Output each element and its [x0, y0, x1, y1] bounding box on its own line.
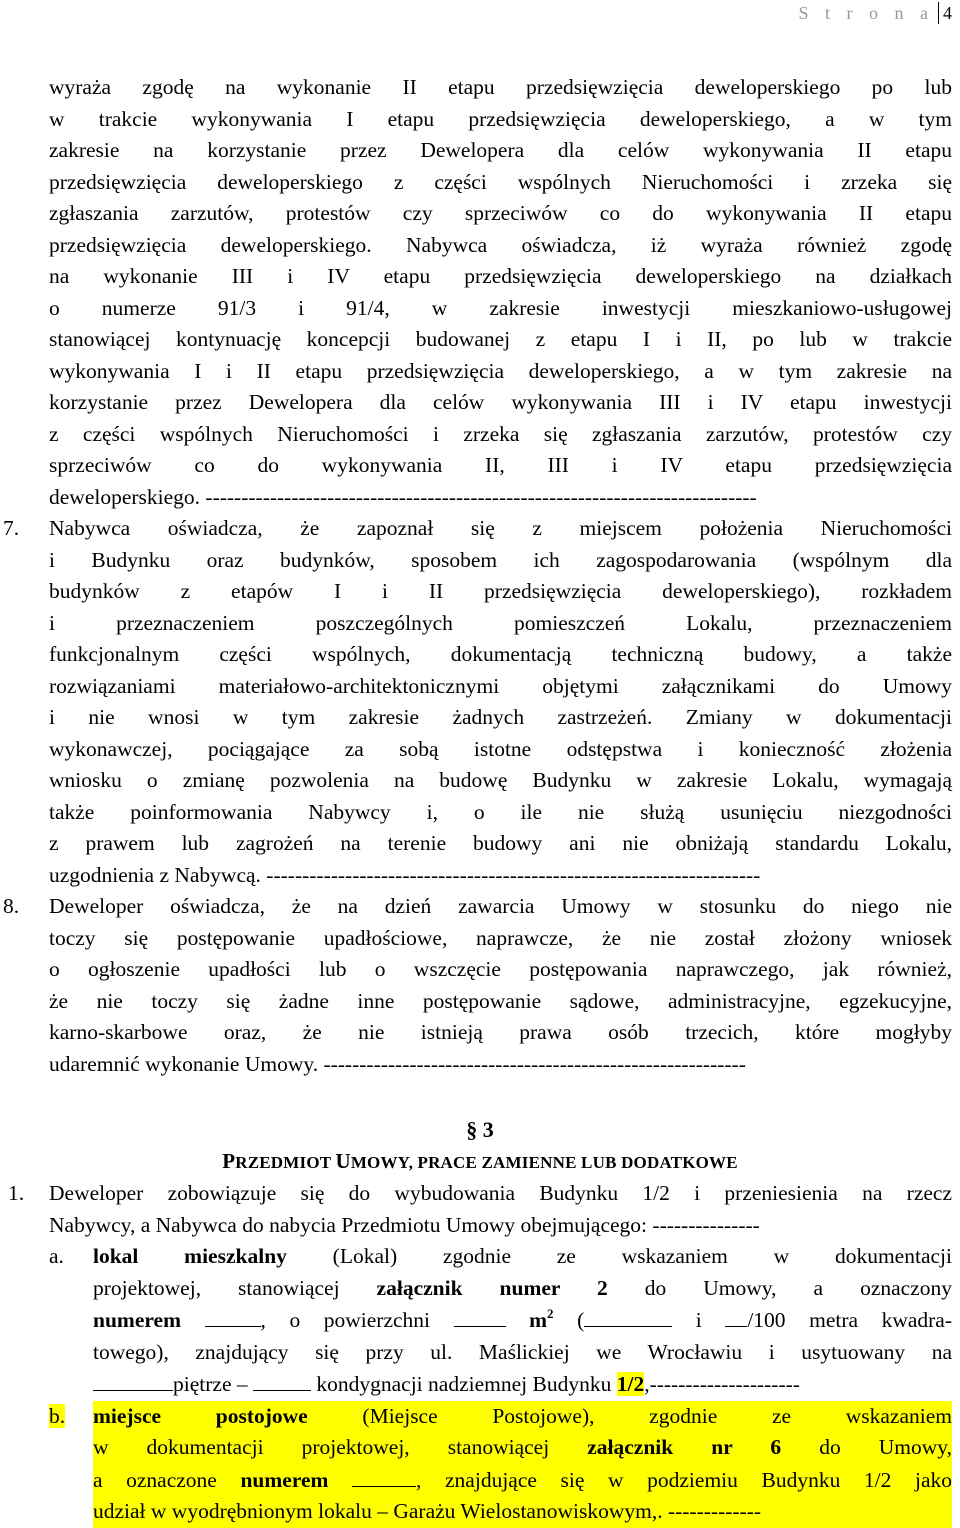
- text-line: wykonywania I i II etapu przedsięwzięcia deweloperskiego, a w tym zakresie na: [49, 358, 952, 383]
- highlighted-letter: b.: [49, 1403, 66, 1428]
- text-line: wyraża zgodę na wykonanie II etapu przedsięwzięcia deweloperskiego po lub: [49, 75, 952, 99]
- text-line: rozwiązaniami materiałowo-architektonicznymi objętymi załącznikami do Umowy: [49, 673, 952, 698]
- sub-item-letter: [49, 1401, 93, 1528]
- text-line: przedsięwzięcia deweloperskiego. Nabywca oświadcza, iż wyraża również zgodę: [49, 232, 952, 257]
- sub-item-a: [49, 1241, 960, 1401]
- text-run: 100 metra kwadra-: [753, 1308, 953, 1332]
- text-line: że nie toczy się żadne inne postępowanie sądowe, administracyjne, egzekucyjne,: [49, 988, 952, 1013]
- text-line: Deweloper zobowiązuje się do wybudowania Budynku 1/2 i przeniesienia na rzecz: [49, 1181, 952, 1205]
- text-line: [93, 1432, 952, 1464]
- text-line: toczy się postępowanie upadłościowe, naprawcze, że nie został złożony wniosek: [49, 925, 952, 950]
- text-line: korzystanie przez Dewelopera dla celów wykonywania III i IV etapu inwestycji: [49, 390, 952, 414]
- intro-paragraph: [49, 72, 952, 513]
- superscript: 2: [547, 1306, 554, 1321]
- text-line: wniosku o zmianę pozwolenia na budowę Budynku w zakresie Lokalu, wymagają: [49, 768, 952, 792]
- text-run: ,---------------------: [644, 1372, 800, 1396]
- item-7: [0, 513, 960, 891]
- text-line: budynków z etapów I i II przedsięwzięcia deweloperskiego), rozkładem: [49, 579, 952, 603]
- blank-field: [253, 1368, 311, 1391]
- bold-text: załącznik numer 2: [376, 1275, 608, 1300]
- text-line: stanowiącej kontynuację koncepcji budowanej z etapu I i II, po lub w trakcie: [49, 327, 952, 351]
- text-run: do Umowy, a oznaczony: [607, 1275, 952, 1300]
- page-header: [799, 0, 953, 26]
- text-run: i: [672, 1308, 726, 1332]
- text-line: o ogłoszenie upadłości lub o wszczęcie postępowania naprawczego, jak również,: [49, 957, 952, 981]
- text-run: a oznaczone: [93, 1467, 241, 1492]
- text-run: kondygnacji nadziemnej Budynku: [311, 1372, 617, 1396]
- text-run: do Umowy,: [781, 1435, 952, 1459]
- text-line: także poinformowania Nabywcy i, o ile nie służą usunięciu niezgodności: [49, 799, 952, 824]
- text-line: o numerze 91/3 i 91/4, w zakresie inwestycji mieszkaniowo-usługowej: [49, 295, 952, 320]
- text-line: funkcjonalnym części wspólnych, dokumentacją techniczną budowy, a także: [49, 642, 952, 666]
- page-number: 4: [943, 2, 952, 23]
- text-line: na wykonanie III i IV etapu przedsięwzięcia deweloperskiego na działkach: [49, 264, 952, 288]
- sub-item-letter: a.: [49, 1244, 64, 1268]
- document-body: [0, 72, 960, 1528]
- text-line: sprzeciwów co do wykonywania II, III i IV etapu przedsięwzięcia: [49, 453, 952, 477]
- text-line: Nabywca oświadcza, że zapoznał się z miejscem położenia Nieruchomości: [49, 516, 952, 540]
- text-line: i przeznaczeniem poszczególnych pomieszczeń Lokalu, przeznaczeniem: [49, 610, 952, 635]
- item-text: [49, 1178, 952, 1241]
- section-title-part: U: [335, 1148, 351, 1173]
- text-line: udział w wyodrębnionym lokalu – Garażu Wielostanowiskowym,. -------------: [93, 1499, 762, 1523]
- text-run: (: [577, 1308, 585, 1332]
- page-separator: [938, 2, 939, 24]
- text-line: [93, 1464, 952, 1497]
- text-line: [93, 1368, 952, 1401]
- section-title-part: P: [222, 1148, 236, 1173]
- section-number: § 3: [466, 1117, 494, 1142]
- text-line: deweloperskiego. -----------------------------------------------------------------------------: [49, 484, 757, 509]
- text-run: , znajdujące się w podziemiu Budynku 1/2 jako: [416, 1467, 953, 1492]
- text-line: z prawem lub zagrożeń na terenie budowy ani nie obniżają standardu Lokalu,: [49, 831, 952, 855]
- text-line: zgłaszania zarzutów, protestów czy sprzeciwów co do wykonywania II etapu: [49, 201, 952, 225]
- text-line: [93, 1241, 952, 1273]
- item-8: [0, 891, 960, 1080]
- text-run: (Miejsce Postojowe), zgodnie ze wskazaniem: [307, 1403, 952, 1428]
- item-text: [49, 891, 952, 1080]
- text-line: [93, 1273, 952, 1305]
- text-line: wykonawczej, pociągające za sobą istotne odstępstwa i konieczność złożenia: [49, 736, 952, 761]
- text-line: i Budynku oraz budynków, sposobem ich zagospodarowania (wspólnym dla: [49, 547, 952, 572]
- sub-item-b: [49, 1401, 960, 1528]
- blank-field: [352, 1464, 416, 1487]
- item-number: 1.: [8, 1181, 25, 1205]
- section-title: [0, 1146, 960, 1179]
- bold-text: załącznik nr 6: [587, 1435, 782, 1459]
- text-run: w dokumentacji projektowej, stanowiącej: [93, 1435, 588, 1459]
- blank-field: [725, 1304, 747, 1327]
- text-run: piętrze –: [173, 1372, 253, 1396]
- blank-field: [93, 1368, 173, 1391]
- blank-field: [584, 1304, 672, 1327]
- highlighted-bold-text: 1/2: [616, 1372, 645, 1396]
- sub-item-text-highlighted: [93, 1401, 952, 1528]
- bold-text: m: [529, 1308, 548, 1332]
- text-line: [93, 1401, 952, 1433]
- bold-text: numerem: [93, 1308, 181, 1332]
- section-title-part: MOWY, PRACE ZAMIENNE LUB DODATKOWE: [350, 1152, 738, 1172]
- text-line: zakresie na korzystanie przez Dewelopera dla celów wykonywania II etapu: [49, 138, 952, 162]
- text-line: Nabywcy, a Nabywca do nabycia Przedmiotu Umowy obejmującego: ---------------: [49, 1212, 760, 1237]
- text-run: /: [747, 1308, 754, 1332]
- blank-field: [205, 1304, 261, 1327]
- text-line: uzgodnienia z Nabywcą. ---------------------------------------------------------------------: [49, 862, 761, 887]
- text-line: karno-skarbowe oraz, że nie istnieją prawa osób trzecich, które mogłyby: [49, 1020, 952, 1044]
- text-line: w trakcie wykonywania I etapu przedsięwzięcia deweloperskiego, a w tym: [49, 106, 952, 131]
- text-run: projektowej, stanowiącej: [93, 1275, 377, 1300]
- bold-text: miejsce postojowe: [93, 1403, 308, 1428]
- text-line: Deweloper oświadcza, że na dzień zawarcia Umowy w stosunku do niego nie: [49, 894, 952, 918]
- text-line: [93, 1304, 952, 1337]
- text-line: i nie wnosi w tym zakresie żadnych zastrzeżeń. Zmiany w dokumentacji: [49, 705, 952, 729]
- item-number: 8.: [3, 894, 20, 918]
- blank-field: [454, 1304, 506, 1327]
- text-run: , o powierzchni: [260, 1308, 454, 1332]
- text-line: z części wspólnych Nieruchomości i zrzeka się zgłaszania zarzutów, protestów czy: [49, 421, 952, 446]
- bold-text: numerem: [240, 1467, 329, 1492]
- text-run: (Lokal) zgodnie ze wskazaniem w dokumentacji: [286, 1244, 952, 1268]
- bold-text: lokal mieszkalny: [93, 1244, 287, 1268]
- page-label: S t r o n a: [798, 2, 934, 23]
- text-line: przedsięwzięcia deweloperskiego z części wspólnych Nieruchomości i zrzeka się: [49, 169, 952, 194]
- item-number: 7.: [3, 516, 20, 540]
- item-text: [49, 513, 952, 891]
- section-item-1: [0, 1178, 960, 1241]
- text-line: towego), znajdujący się przy ul. Maślickiej we Wrocławiu i usytuowany na: [93, 1339, 952, 1364]
- text-line: udaremnić wykonanie Umowy. -----------------------------------------------------------: [49, 1051, 746, 1076]
- section-title-part: RZEDMIOT: [235, 1152, 336, 1172]
- sub-item-text: [93, 1241, 952, 1401]
